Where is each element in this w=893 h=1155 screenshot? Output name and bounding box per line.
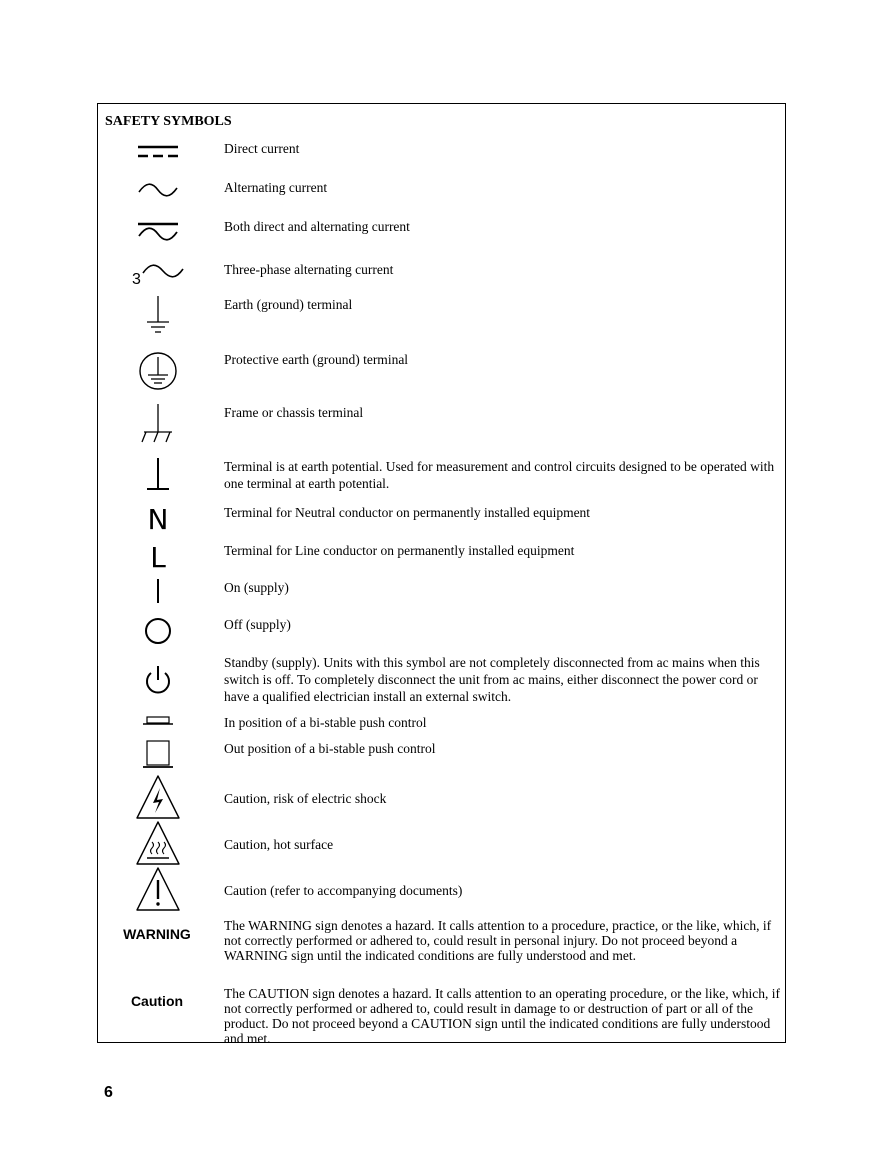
warning-description: The WARNING sign denotes a hazard. It calls attention to a procedure, practice, or the like, which, if not correctly performed or adhered to, could result in personal injury. Do not proceed beyond a WARNING sign until the indicated conditions are fully understood and met.: [224, 918, 772, 963]
alternating-current-icon: [128, 182, 188, 198]
symbol-description: On (supply): [224, 580, 289, 595]
earth-ground-icon: [128, 296, 188, 336]
symbol-description: Alternating current: [224, 180, 328, 195]
off-supply-icon: [128, 616, 188, 646]
push-in-position-icon: [128, 716, 188, 726]
on-supply-icon: [128, 579, 188, 605]
neutral-conductor-icon: [128, 502, 188, 536]
symbol-description: Standby (supply). Units with this symbol are not completely disconnected from ac mains when this switch is off. To completely disconnect the unit from ac mains, either disconnect the power cord or have a qualified electrician install an external switch.: [224, 655, 760, 704]
symbol-description: Three-phase alternating current: [224, 262, 394, 277]
line-conductor-icon: [128, 540, 188, 574]
safety-symbols-table: [97, 103, 786, 1046]
symbol-description: Both direct and alternating current: [224, 219, 410, 234]
symbol-description: Terminal for Neutral conductor on permanently installed equipment: [224, 505, 591, 520]
section-heading: SAFETY SYMBOLS: [105, 114, 232, 129]
symbol-description: Off (supply): [224, 617, 291, 632]
symbol-description: Protective earth (ground) terminal: [224, 352, 409, 367]
standby-icon: [128, 664, 188, 696]
line-label: L: [150, 541, 166, 574]
caution-label: Caution: [130, 993, 184, 1009]
symbol-description: Caution, hot surface: [224, 837, 334, 852]
symbol-description: Frame or chassis terminal: [224, 405, 364, 420]
protective-earth-icon: [128, 351, 188, 391]
caution-exclamation-icon: [128, 866, 188, 912]
neutral-label: N: [147, 503, 169, 536]
symbol-description: Caution, risk of electric shock: [224, 791, 387, 806]
symbol-description: In position of a bi-stable push control: [224, 715, 427, 730]
hot-surface-warning-icon: [128, 820, 188, 866]
symbol-description: Terminal is at earth potential. Used for measurement and control circuits designed to be operated with one terminal at earth potential.: [224, 459, 775, 491]
symbol-description: Out position of a bi-stable push control: [224, 741, 436, 756]
caution-description: The CAUTION sign denotes a hazard. It calls attention to an operating procedure, or the like, which, if not correctly performed or adhered to, could result in damage to or destruction of part or all of the product. Do not proceed beyond a CAUTION sign until the indicated conditions are fully understood and met.: [224, 986, 780, 1046]
warning-label: WARNING: [123, 926, 191, 942]
direct-current-icon: [128, 144, 188, 160]
electric-shock-warning-icon: [128, 774, 188, 820]
push-out-position-icon: [128, 740, 188, 770]
three-phase-label: 3: [132, 271, 141, 288]
three-phase-current-icon: [128, 261, 188, 288]
symbol-description: Caution (refer to accompanying documents): [224, 883, 463, 898]
symbol-description: Earth (ground) terminal: [224, 297, 353, 312]
earth-potential-icon: [128, 458, 188, 492]
page-number: 6: [104, 1084, 113, 1101]
direct-and-alternating-current-icon: [128, 222, 188, 242]
chassis-terminal-icon: [128, 404, 188, 444]
symbol-description: Terminal for Line conductor on permanently installed equipment: [224, 543, 575, 558]
symbol-description: Direct current: [224, 141, 300, 156]
